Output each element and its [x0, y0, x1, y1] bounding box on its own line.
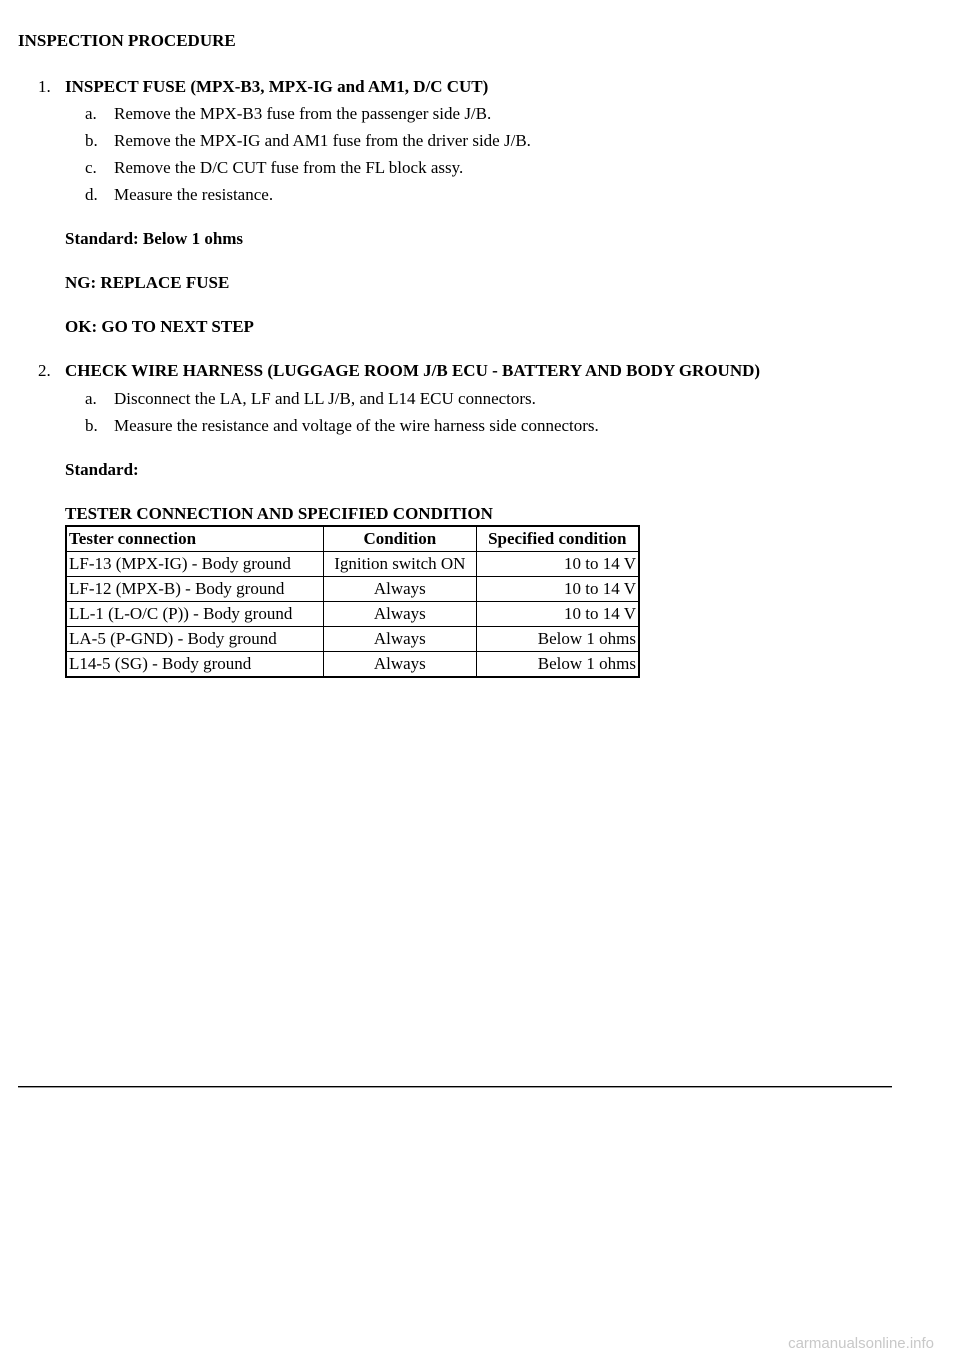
step-number: 2.	[38, 361, 51, 380]
table-header-row	[66, 526, 639, 552]
table-row	[66, 552, 639, 577]
cell-condition: Always	[324, 652, 476, 678]
cell-tester-connection: LF-12 (MPX-B) - Body ground	[66, 577, 324, 602]
substep-1a	[85, 104, 491, 124]
table-row	[66, 577, 639, 602]
watermark: carmanualsonline.info	[788, 1335, 934, 1352]
substep-2b	[85, 416, 599, 436]
cell-condition: Always	[324, 577, 476, 602]
substep-text: Remove the D/C CUT fuse from the FL block assy.	[114, 158, 464, 177]
header-tester-connection: Tester connection	[66, 526, 324, 552]
substep-text: Remove the MPX-IG and AM1 fuse from the driver side J/B.	[114, 131, 531, 150]
header-condition: Condition	[324, 526, 476, 552]
table-caption: TESTER CONNECTION AND SPECIFIED CONDITION	[65, 504, 493, 523]
substep-text: Measure the resistance and voltage of the wire harness side connectors.	[114, 416, 599, 435]
substep-letter: c.	[85, 158, 97, 177]
cell-condition: Always	[324, 627, 476, 652]
header-specified-condition: Specified condition	[476, 526, 639, 552]
step-1	[38, 77, 488, 97]
cell-condition: Ignition switch ON	[324, 552, 476, 577]
cell-tester-connection: LF-13 (MPX-IG) - Body ground	[66, 552, 324, 577]
substep-1d	[85, 185, 273, 205]
ok-note: OK: GO TO NEXT STEP	[65, 317, 254, 336]
step-2	[38, 361, 760, 381]
table-row	[66, 652, 639, 678]
substep-text: Measure the resistance.	[114, 185, 274, 204]
page-heading: INSPECTION PROCEDURE	[18, 31, 236, 50]
cell-tester-connection: L14-5 (SG) - Body ground	[66, 652, 324, 678]
cell-specified-condition: 10 to 14 V	[476, 552, 639, 577]
tester-connection-table	[65, 525, 640, 678]
substep-letter: a.	[85, 104, 97, 123]
substep-text: Disconnect the LA, LF and LL J/B, and L14 ECU connectors.	[114, 389, 536, 408]
table-row	[66, 627, 639, 652]
cell-tester-connection: LA-5 (P-GND) - Body ground	[66, 627, 324, 652]
cell-specified-condition: Below 1 ohms	[476, 627, 639, 652]
standard-note: Standard: Below 1 ohms	[65, 229, 244, 248]
ng-note: NG: REPLACE FUSE	[65, 273, 230, 292]
substep-1c	[85, 158, 463, 178]
step-title: INSPECT FUSE (MPX-B3, MPX-IG and AM1, D/C CUT)	[65, 77, 489, 96]
substep-letter: d.	[85, 185, 98, 204]
cell-specified-condition: 10 to 14 V	[476, 577, 639, 602]
cell-specified-condition: 10 to 14 V	[476, 602, 639, 627]
substep-letter: b.	[85, 416, 98, 435]
step-number: 1.	[38, 77, 51, 96]
cell-tester-connection: LL-1 (L-O/C (P)) - Body ground	[66, 602, 324, 627]
cell-specified-condition: Below 1 ohms	[476, 652, 639, 678]
step-title: CHECK WIRE HARNESS (LUGGAGE ROOM J/B ECU - BATTERY AND BODY GROUND)	[65, 361, 761, 380]
cell-condition: Always	[324, 602, 476, 627]
standard-note: Standard:	[65, 460, 139, 479]
table-row	[66, 602, 639, 627]
substep-text: Remove the MPX-B3 fuse from the passenger side J/B.	[114, 104, 492, 123]
substep-letter: a.	[85, 389, 97, 408]
substep-1b	[85, 131, 531, 151]
substep-letter: b.	[85, 131, 98, 150]
bottom-divider	[18, 1086, 892, 1087]
substep-2a	[85, 389, 536, 409]
